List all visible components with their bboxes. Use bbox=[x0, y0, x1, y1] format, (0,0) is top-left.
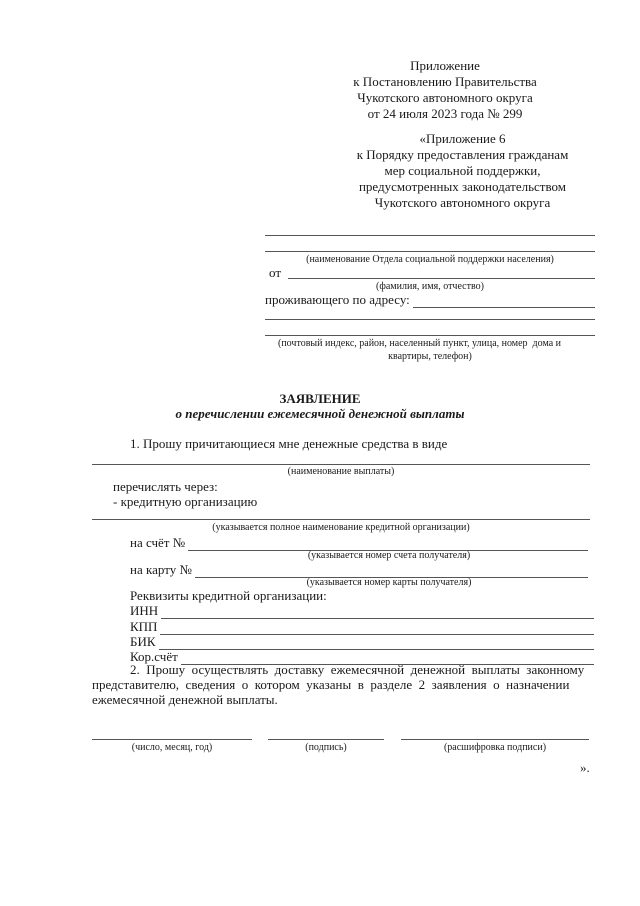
document-title: ЗАЯВЛЕНИЕ bbox=[279, 391, 361, 406]
inn-row bbox=[130, 603, 594, 619]
from-label: от bbox=[269, 265, 282, 280]
appendix6-line-1: «Приложение 6 bbox=[419, 131, 506, 146]
closing-quote: ». bbox=[580, 760, 590, 775]
paragraph-2-line-1: 2. Прошу осуществлять доставку ежемесячной денежной выплаты законному bbox=[130, 662, 585, 677]
credit-org-line[interactable] bbox=[92, 519, 590, 520]
address-line-2[interactable] bbox=[265, 319, 595, 320]
signature-decode-line[interactable] bbox=[401, 739, 589, 740]
kpp-label: КПП bbox=[130, 619, 158, 634]
corr-label: Кор.счёт bbox=[130, 649, 178, 664]
signature-decode-caption: (расшифровка подписи) bbox=[443, 742, 547, 753]
account-caption: (указывается номер счета получателя) bbox=[307, 550, 471, 561]
paragraph-1: 1. Прошу причитающиеся мне денежные средства в виде bbox=[130, 436, 448, 451]
appendix6-line-3: мер социальной поддержки, bbox=[384, 163, 541, 178]
date-caption: (число, месяц, год) bbox=[131, 742, 213, 753]
address-label: проживающего по адресу: bbox=[265, 292, 410, 307]
inn-field[interactable] bbox=[161, 606, 594, 619]
paragraph-2-line-3: ежемесячной денежной выплаты. bbox=[92, 692, 278, 707]
account-label: на счёт № bbox=[130, 535, 186, 550]
appendix-line-4: от 24 июля 2023 года № 299 bbox=[367, 106, 523, 121]
postal-caption-1: (почтовый индекс, район, населенный пункт, улица, номер дома и bbox=[278, 338, 562, 349]
fio-caption: (фамилия, имя, отчество) bbox=[376, 281, 484, 292]
inn-label: ИНН bbox=[130, 603, 159, 618]
date-line[interactable] bbox=[92, 739, 252, 740]
appendix-line-3: Чукотского автономного округа bbox=[357, 90, 533, 105]
signature-caption: (подпись) bbox=[305, 742, 347, 753]
card-label: на карту № bbox=[130, 562, 192, 577]
address-row bbox=[265, 292, 595, 308]
credit-org-caption: (указывается полное наименование кредитной организации) bbox=[212, 522, 470, 533]
appendix-line-1: Приложение bbox=[410, 58, 480, 73]
bik-row bbox=[130, 634, 594, 650]
bik-label: БИК bbox=[130, 634, 156, 649]
postal-caption-2: квартиры, телефон) bbox=[388, 351, 472, 362]
appendix6-line-4: предусмотренных законодательством bbox=[358, 179, 567, 194]
dept-line-1[interactable] bbox=[265, 235, 595, 236]
address-line-3[interactable] bbox=[265, 335, 595, 336]
payment-caption: (наименование выплаты) bbox=[287, 466, 395, 477]
dept-caption: (наименование Отдела социальной поддержки населения) bbox=[306, 254, 554, 265]
requisites-label: Реквизиты кредитной организации: bbox=[130, 588, 327, 603]
appendix-header bbox=[320, 58, 570, 122]
kpp-row bbox=[130, 619, 594, 635]
appendix6-header bbox=[330, 131, 595, 211]
address-line-1[interactable] bbox=[413, 295, 595, 308]
appendix6-line-2: к Порядку предоставления гражданам bbox=[356, 147, 569, 162]
fio-line[interactable] bbox=[288, 278, 595, 279]
document-subtitle: о перечислении ежемесячной денежной выплаты bbox=[175, 406, 465, 421]
signature-line[interactable] bbox=[268, 739, 384, 740]
credit-org-label: - кредитную организацию bbox=[113, 494, 258, 509]
dept-line-2[interactable] bbox=[265, 251, 595, 252]
appendix-line-2: к Постановлению Правительства bbox=[353, 74, 537, 89]
paragraph-2-line-2: представителю, сведения о котором указаны в разделе 2 заявления о назначении bbox=[92, 677, 570, 692]
card-caption: (указывается номер карты получателя) bbox=[306, 577, 472, 588]
appendix6-line-5: Чукотского автономного округа bbox=[374, 195, 551, 210]
transfer-via-label: перечислять через: bbox=[113, 479, 218, 494]
